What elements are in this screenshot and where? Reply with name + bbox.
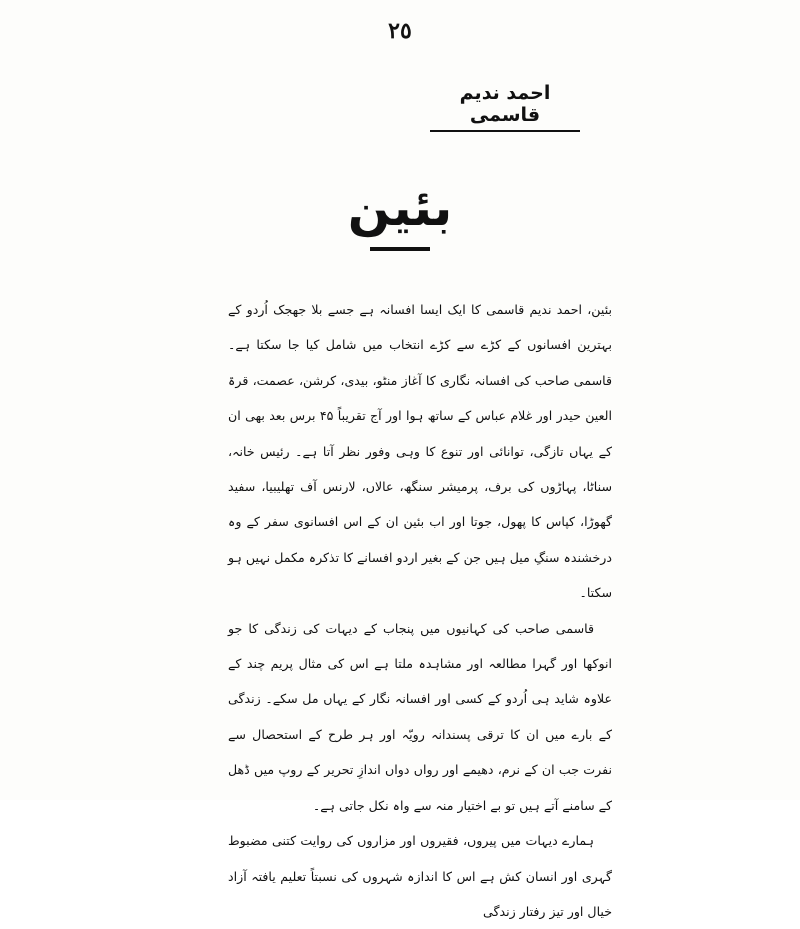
story-title: بئین (347, 179, 453, 237)
paragraph-3: ہمارے دیہات میں پیروں، فقیروں اور مزاروں کی روایت کتنی مضبوط گہری اور انسان کش ہے اس کا اندازہ شہروں کی نسبتاً تعلیم یافتہ آزاد خیال اور تیز رفتار زندگی (228, 833, 612, 919)
body-text (228, 292, 612, 929)
paragraph-2: قاسمی صاحب کی کہانیوں میں پنجاب کے دیہات کی زندگی کا جو انوکھا اور گہرا مطالعہ اور مشاہدہ ملتا ہے اس کی مثال پریم چند کے علاوہ شاید ہی اُردو کے کسی اور افسانہ نگار کے یہاں مل سکے۔ زندگی کے بارے میں ان کا ترقی پسندانہ رویّہ اور ہر طرح کے استحصال سے نفرت جب ان کے نرم، دھیمے اور رواں دواں اندازِ تحریر کے روپ میں ڈھل کے سامنے آتے ہیں تو بے اختیار منہ سے واہ نکل جاتی ہے۔ (228, 620, 612, 813)
paragraph-1: بئین، احمد ندیم قاسمی کا ایک ایسا افسانہ ہے جسے بلا جھجک اُردو کے بہترین افسانوں کے کڑے سے کڑے انتخاب میں شامل کیا جا سکتا ہے۔ قاسمی صاحب کی افسانہ نگاری کا آغاز منٹو، بیدی، کرشن، عصمت، قرۃ العین حیدر اور غلام عباس کے ساتھ ہوا اور آج تقریباً ۴۵ برس بعد بھی ان کے یہاں تازگی، توانائی اور تنوع کا وہی وفور نظر آتا ہے۔ رئیس خانہ، سناٹا، پہاڑوں کی برف، پرمیشر سنگھ، عالاں، لارنس آف تھلیبیا، سفید گھوڑا، کپاس کا پھول، جوتا اور اب بئین ان کے اس افسانوی سفر کے وہ درخشندہ سنگِ میل ہیں جن کے بغیر اردو افسانے کا تذکرہ مکمل نہیں ہو سکتا۔ (228, 302, 612, 601)
title-underline (370, 247, 430, 251)
page-number: ٢٥ (388, 18, 412, 44)
author-name: احمد ندیم قاسمی (430, 82, 580, 132)
